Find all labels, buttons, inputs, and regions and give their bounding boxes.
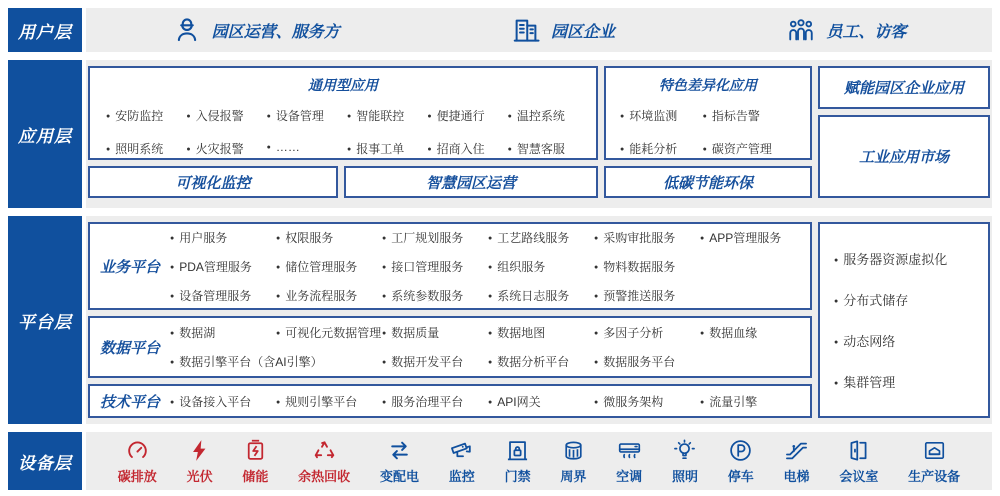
bullet-item: ● 数据服务平台 [594,353,700,370]
device-item [449,438,475,485]
worker-icon [172,15,202,45]
general-apps-title: 通用型应用 [308,77,378,93]
general-apps-box [88,66,598,160]
user-group-label: 园区运营、服务方 [211,23,340,41]
device-item [728,438,754,485]
user-layer-band [86,8,992,52]
bullet-item: ● 用户服务 [170,229,276,246]
layer-label-platform: 平台层 [8,216,82,424]
device-item-label: 照明 [671,468,698,484]
device-item-label: 生产设备 [908,468,961,484]
special-apps-box [604,66,812,160]
layer-label-user: 用户层 [8,8,82,52]
device-item [380,438,419,485]
bullet-item: ● 照明系统 [106,140,186,157]
device-item-label: 碳排放 [117,468,157,484]
device-item [187,438,213,485]
device-layer-band [86,432,992,490]
data-row-2 [170,353,806,370]
door-access-icon [505,438,530,463]
swap-arrows-icon [387,438,412,463]
parking-icon [728,438,753,463]
device-item [505,438,531,485]
meeting-door-icon [846,438,871,463]
bullet-item: ● 数据湖 [170,324,276,341]
bullet-item: ● 采购审批服务 [594,229,700,246]
device-item [118,438,157,485]
device-item-label: 监控 [448,468,475,484]
infrastructure-box [818,222,990,418]
escalator-icon [784,438,809,463]
bullet-item: ● PDA管理服务 [170,258,276,275]
cctv-icon [449,438,474,463]
device-item [784,438,810,485]
bullet-item: ● 预警推送服务 [594,287,700,304]
business-row-2 [170,258,806,275]
bullet-item: ● 工厂规划服务 [382,229,488,246]
bullet-item: ● 碳资产管理 [703,140,806,157]
bullet-item: ● 数据地图 [488,324,594,341]
bullet-item: ● 设备接入平台 [170,393,276,410]
device-item [616,438,642,485]
device-item [908,438,960,485]
bullet-item: ● 指标告警 [703,107,806,124]
data-platform-title: 数据平台 [99,339,160,357]
visual-monitoring-box: 可视化监控 [88,166,338,198]
building-icon [511,15,541,45]
bullet-item: ● 动态网络 [834,331,988,350]
bullet-item: ● 可视化元数据管理 [276,324,382,341]
bolt-icon [187,438,212,463]
bullet-item: ● 系统日志服务 [488,287,594,304]
bullet-item: ● 入侵报警 [186,107,266,124]
general-apps-items [90,95,596,157]
business-row-3 [170,287,806,304]
smart-park-operation-box: 智慧园区运营 [344,166,598,198]
bullet-item: ● 报事工单 [347,140,427,157]
business-platform-box [88,222,812,310]
layer-label-device: 设备层 [8,432,82,490]
bullet-item: ● APP管理服务 [700,229,806,246]
user-group [172,15,340,45]
bullet-item: ● 安防监控 [106,107,186,124]
special-apps-title: 特色差异化应用 [659,77,757,93]
bullet-item: ● 服务治理平台 [382,393,488,410]
bullet-item: ● 业务流程服务 [276,287,382,304]
bullet-item: ● 规则引擎平台 [276,393,382,410]
device-item-label: 光伏 [186,468,213,484]
device-item-label: 会议室 [839,468,879,484]
bullet-item: ● 温控系统 [508,107,588,124]
device-item [672,438,698,485]
bullet-item: ● 环境监测 [620,107,703,124]
special-apps-items [606,95,810,157]
bullet-item: ● 服务器资源虚拟化 [834,249,988,268]
battery-icon [243,438,268,463]
device-item-label: 周界 [560,468,587,484]
device-item-label: 电梯 [783,468,810,484]
empower-enterprise-box: 赋能园区企业应用 [818,66,990,109]
user-group-label: 员工、访客 [826,23,907,41]
bullet-item: ● 智能联控 [347,107,427,124]
bullet-item: ● 组织服务 [488,258,594,275]
user-group [786,15,906,45]
bullet-item: ● …… [267,140,347,157]
bullet-item: ● 微服务架构 [594,393,700,410]
bullet-item: ● 设备管理 [267,107,347,124]
bullet-item: ● 储位管理服务 [276,258,382,275]
ac-icon [617,438,642,463]
tech-platform-title: 技术平台 [99,393,160,411]
device-item-label: 门禁 [504,468,531,484]
bullet-item: ● 便捷通行 [427,107,507,124]
business-row-1 [170,229,806,246]
layer-label-app: 应用层 [8,60,82,208]
perimeter-icon [561,438,586,463]
bullet-item: ● 智慧客服 [508,140,588,157]
platform-layer-band [86,216,992,424]
people-icon [786,15,816,45]
bullet-item: ● 物料数据服务 [594,258,700,275]
device-item [839,438,878,485]
app-layer-band [86,60,992,208]
bullet-item: ● 数据引擎平台（含AI引擎） [170,353,382,370]
bullet-item: ● 数据开发平台 [382,353,488,370]
bullet-item: ● 招商入住 [427,140,507,157]
bullet-item: ● 流量引擎 [700,393,806,410]
industrial-app-market-box: 工业应用市场 [818,115,990,198]
data-platform-rows [170,324,810,370]
bullet-item: ● 数据分析平台 [488,353,594,370]
device-item-label: 空调 [616,468,643,484]
machine-icon [922,438,947,463]
bullet-item: ● 分布式储存 [834,290,988,309]
bullet-item: ● 集群管理 [834,372,988,391]
user-group [511,15,615,45]
recycle-icon [312,438,337,463]
device-item [560,438,586,485]
device-item-label: 余热回收 [298,468,351,484]
bullet-item: ● 数据血缘 [700,324,806,341]
bullet-item: ● 接口管理服务 [382,258,488,275]
gauge-icon [125,438,150,463]
bullet-item: ● 设备管理服务 [170,287,276,304]
bullet-item: ● 火灾报警 [186,140,266,157]
bullet-item: ● API网关 [488,393,594,410]
bullet-item: ● 工艺路线服务 [488,229,594,246]
device-item [298,438,350,485]
device-item-label: 储能 [242,468,269,484]
tech-row [170,393,806,410]
device-item [242,438,268,485]
bullet-item: ● 能耗分析 [620,140,703,157]
bullet-item: ● 系统参数服务 [382,287,488,304]
business-platform-rows [170,229,810,304]
tech-platform-rows [170,393,810,410]
data-platform-box [88,316,812,378]
tech-platform-box [88,384,812,418]
user-group-label: 园区企业 [550,23,615,41]
bullet-item: ● 权限服务 [276,229,382,246]
business-platform-title: 业务平台 [99,258,160,276]
bullet-item: ● 多因子分析 [594,324,700,341]
bullet-item: ● 数据质量 [382,324,488,341]
device-item-label: 停车 [727,468,754,484]
data-row-1 [170,324,806,341]
low-carbon-box: 低碳节能环保 [604,166,812,198]
device-item-label: 变配电 [379,468,419,484]
bulb-icon [672,438,697,463]
